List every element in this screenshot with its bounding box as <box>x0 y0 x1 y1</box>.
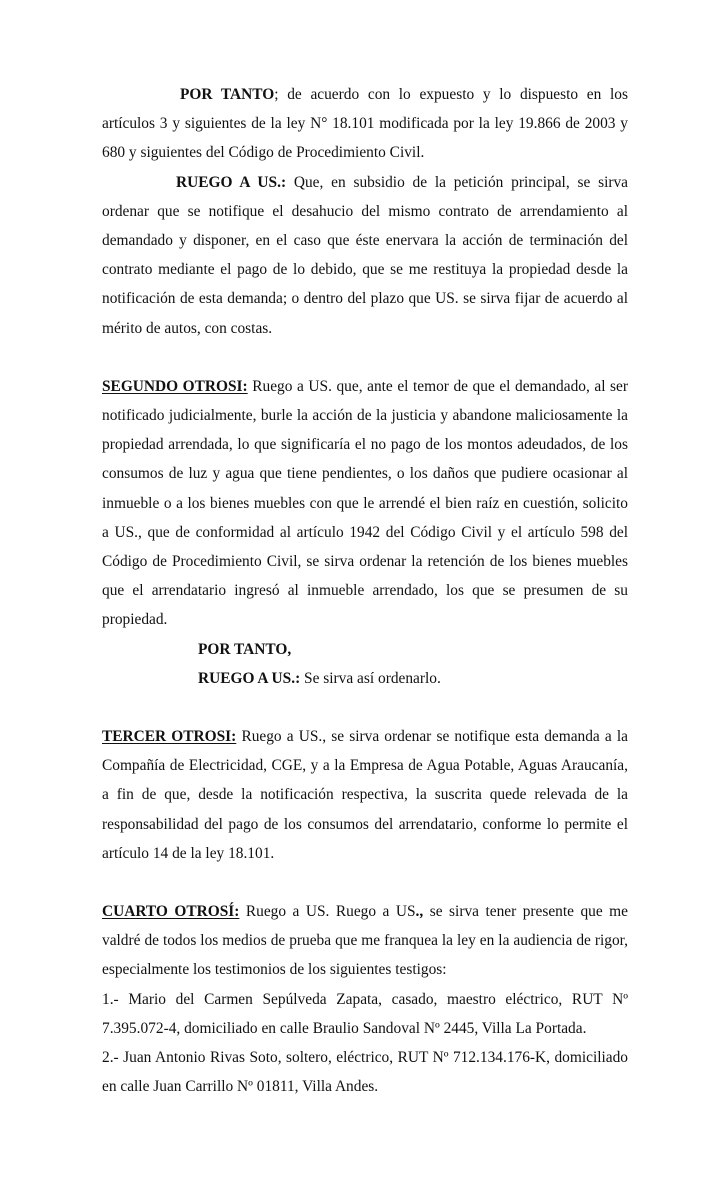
ruego-heading: RUEGO A US.: <box>176 173 287 191</box>
cuarto-otrosi-text-c: se sirva tener presente que me valdré de todos los medios de prueba que me franquea la ley en la audiencia de rigor, especialmente los testimonios de los siguientes testigos: <box>102 903 628 979</box>
segundo-otrosi-heading: SEGUNDO OTROSI: <box>102 377 248 395</box>
witness-item: 1.- Mario del Carmen Sepúlveda Zapata, casado, maestro eléctrico, RUT Nº 7.395.072-4, domiciliado en calle Braulio Sandoval Nº 2445, Villa La Portada. <box>102 990 628 1037</box>
por-tanto-2-line <box>102 635 628 664</box>
ruego-2-text: Se sirva así ordenarlo. <box>300 669 441 687</box>
cuarto-otrosi-text-b: ., <box>415 903 424 921</box>
ruego-text: Que, en subsidio de la petición principal, se sirva ordenar que se notifique el desahucio del mismo contrato de arrendamiento al demandado y disponer, en el caso que éste enervara la acción de terminación del contrato mediante el pago de lo debido, que se me restituya la propiedad desde la notificación de esta demanda; o dentro del plazo que US. se sirva fijar de acuerdo al mérito de autos, con costas. <box>102 173 628 337</box>
ruego-2-heading: RUEGO A US.: <box>198 669 301 687</box>
spacer <box>102 343 628 372</box>
tercer-otrosi-paragraph <box>102 722 628 868</box>
por-tanto-paragraph <box>102 80 628 168</box>
ruego-paragraph <box>102 168 628 343</box>
por-tanto-text: ; de acuerdo con lo expuesto y lo dispuesto en los artículos 3 y siguientes de la ley N° 18.101 modificada por la ley 19.866 de 2003 y 680 y siguientes del Código de Procedimiento Civil. <box>102 86 628 162</box>
cuarto-otrosi-text-a: Ruego a US. Ruego a US <box>239 903 416 921</box>
cuarto-otrosi-paragraph <box>102 897 628 985</box>
tercer-otrosi-text: Ruego a US., se sirva ordenar se notifique esta demanda a la Compañía de Electricidad, CGE, y a la Empresa de Agua Potable, Aguas Araucanía, a fin de que, desde la notificación respectiva, la suscrita quede relevada de la responsabilidad del pago de los consumos del arrendatario, conforme lo permite el artículo 14 de la ley 18.101. <box>102 728 628 862</box>
segundo-otrosi-paragraph <box>102 372 628 635</box>
por-tanto-2-heading: POR TANTO, <box>198 640 292 658</box>
por-tanto-heading: POR TANTO <box>180 86 275 103</box>
spacer <box>102 693 628 722</box>
spacer <box>102 868 628 897</box>
witness-item: 2.- Juan Antonio Rivas Soto, soltero, eléctrico, RUT Nº 712.134.176-K, domiciliado en calle Juan Carrillo Nº 01811, Villa Andes. <box>102 1049 628 1096</box>
ruego-2-line <box>102 664 628 693</box>
tercer-otrosi-heading: TERCER OTROSI: <box>102 728 237 746</box>
segundo-otrosi-text: Ruego a US. que, ante el temor de que el demandado, al ser notificado judicialmente, burle la acción de la justicia y abandone maliciosamente la propiedad arrendada, lo que significaría el no pago de los montos adeudados, de los consumos de luz y agua que tiene pendientes, o los daños que pudiere ocasionar al inmueble o a los bienes muebles con que le arrendé el bien raíz en cuestión, solicito a US., que de conformidad al artículo 1942 del Código Civil y el artículo 598 del Código de Procedimiento Civil, se sirva ordenar la retención de los bienes muebles que el arrendatario ingresó al inmueble arrendado, los que se presumen de su propiedad. <box>102 377 628 629</box>
document-page <box>102 80 628 1102</box>
cuarto-otrosi-heading: CUARTO OTROSÍ: <box>102 903 240 921</box>
